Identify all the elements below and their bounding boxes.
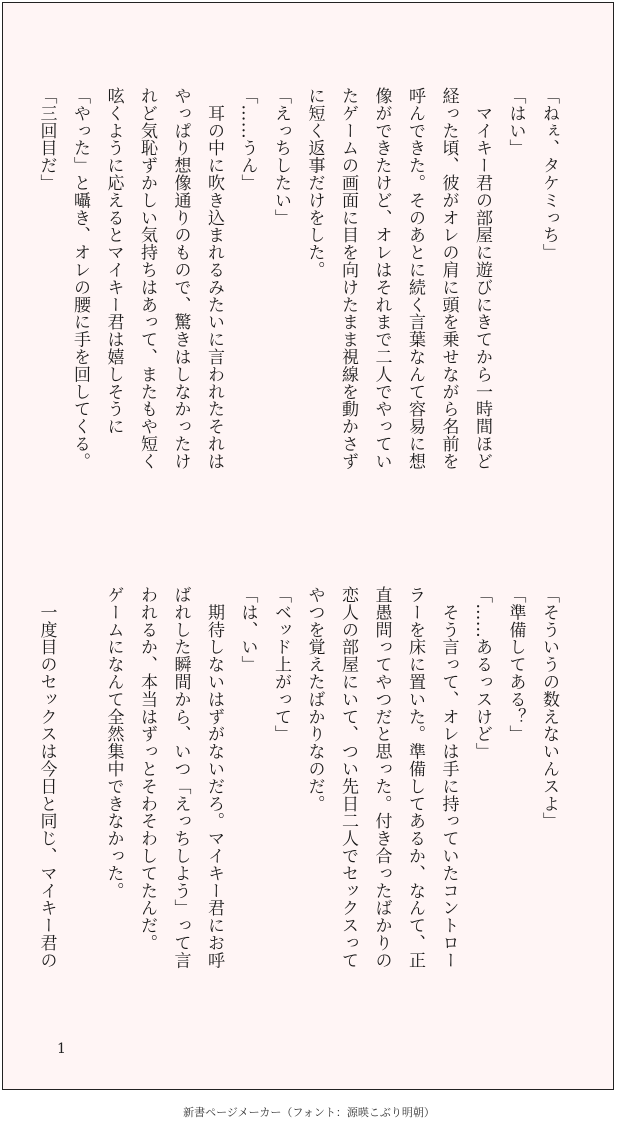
top-text-block: 「ねぇ、タケミっち」 「はい」 マイキー君の部屋に遊びにきてから一時間ほど 経った頃、彼がオレの肩に頭を乗せながら名前を 呼んできた。そのあとに続く言葉なんて容易に想 像ができたけど、オレはそれまで二人でやってい たゲームの画面に目を向けたまま視線を動かさず に短く返事だけをした。 「えっちしたい」 「……うん」 耳の中に吹き込まれるみたいに言われたそれは やっぱり想像通りのもので、驚きはしなかったけ れど気恥ずかしい気持ちはあって、またもや短く 呟くように応えるとマイキー君は嬉しそうに 「やった」と囁き、オレの腰に手を回してくる。 「三回目だ」 bbox=[36, 87, 559, 470]
bottom-text-block: 「そういうの数えないんスよ」 「準備してある？」 「……あるっスけど」 そう言って、オレは手に持っていたコントロー ラーを床に置いた。準備してあるか、なんて、正 直愚問ってやつだと思った。付き合ったばかりの 恋人の部屋にいて、つい先日二人でセックスって やつを覚えたばかりなのだ。 「ベッド上がって」 「は、い」 期待しないはずがないだろ。マイキー君にお呼 ばれした瞬間から、いつ「えっちしよう」って言 われるか、本当はずっとそわそわしてたんだ。 ゲームになんて全然集中できなかった。 一度目のセックスは今日と同じ、マイキー君の bbox=[36, 586, 559, 969]
footer-credit: 新書ページメーカー（フォント：源暎こぶり明朝） bbox=[183, 1106, 435, 1119]
page-number: 1 bbox=[57, 1041, 66, 1057]
page-frame bbox=[2, 2, 614, 1090]
